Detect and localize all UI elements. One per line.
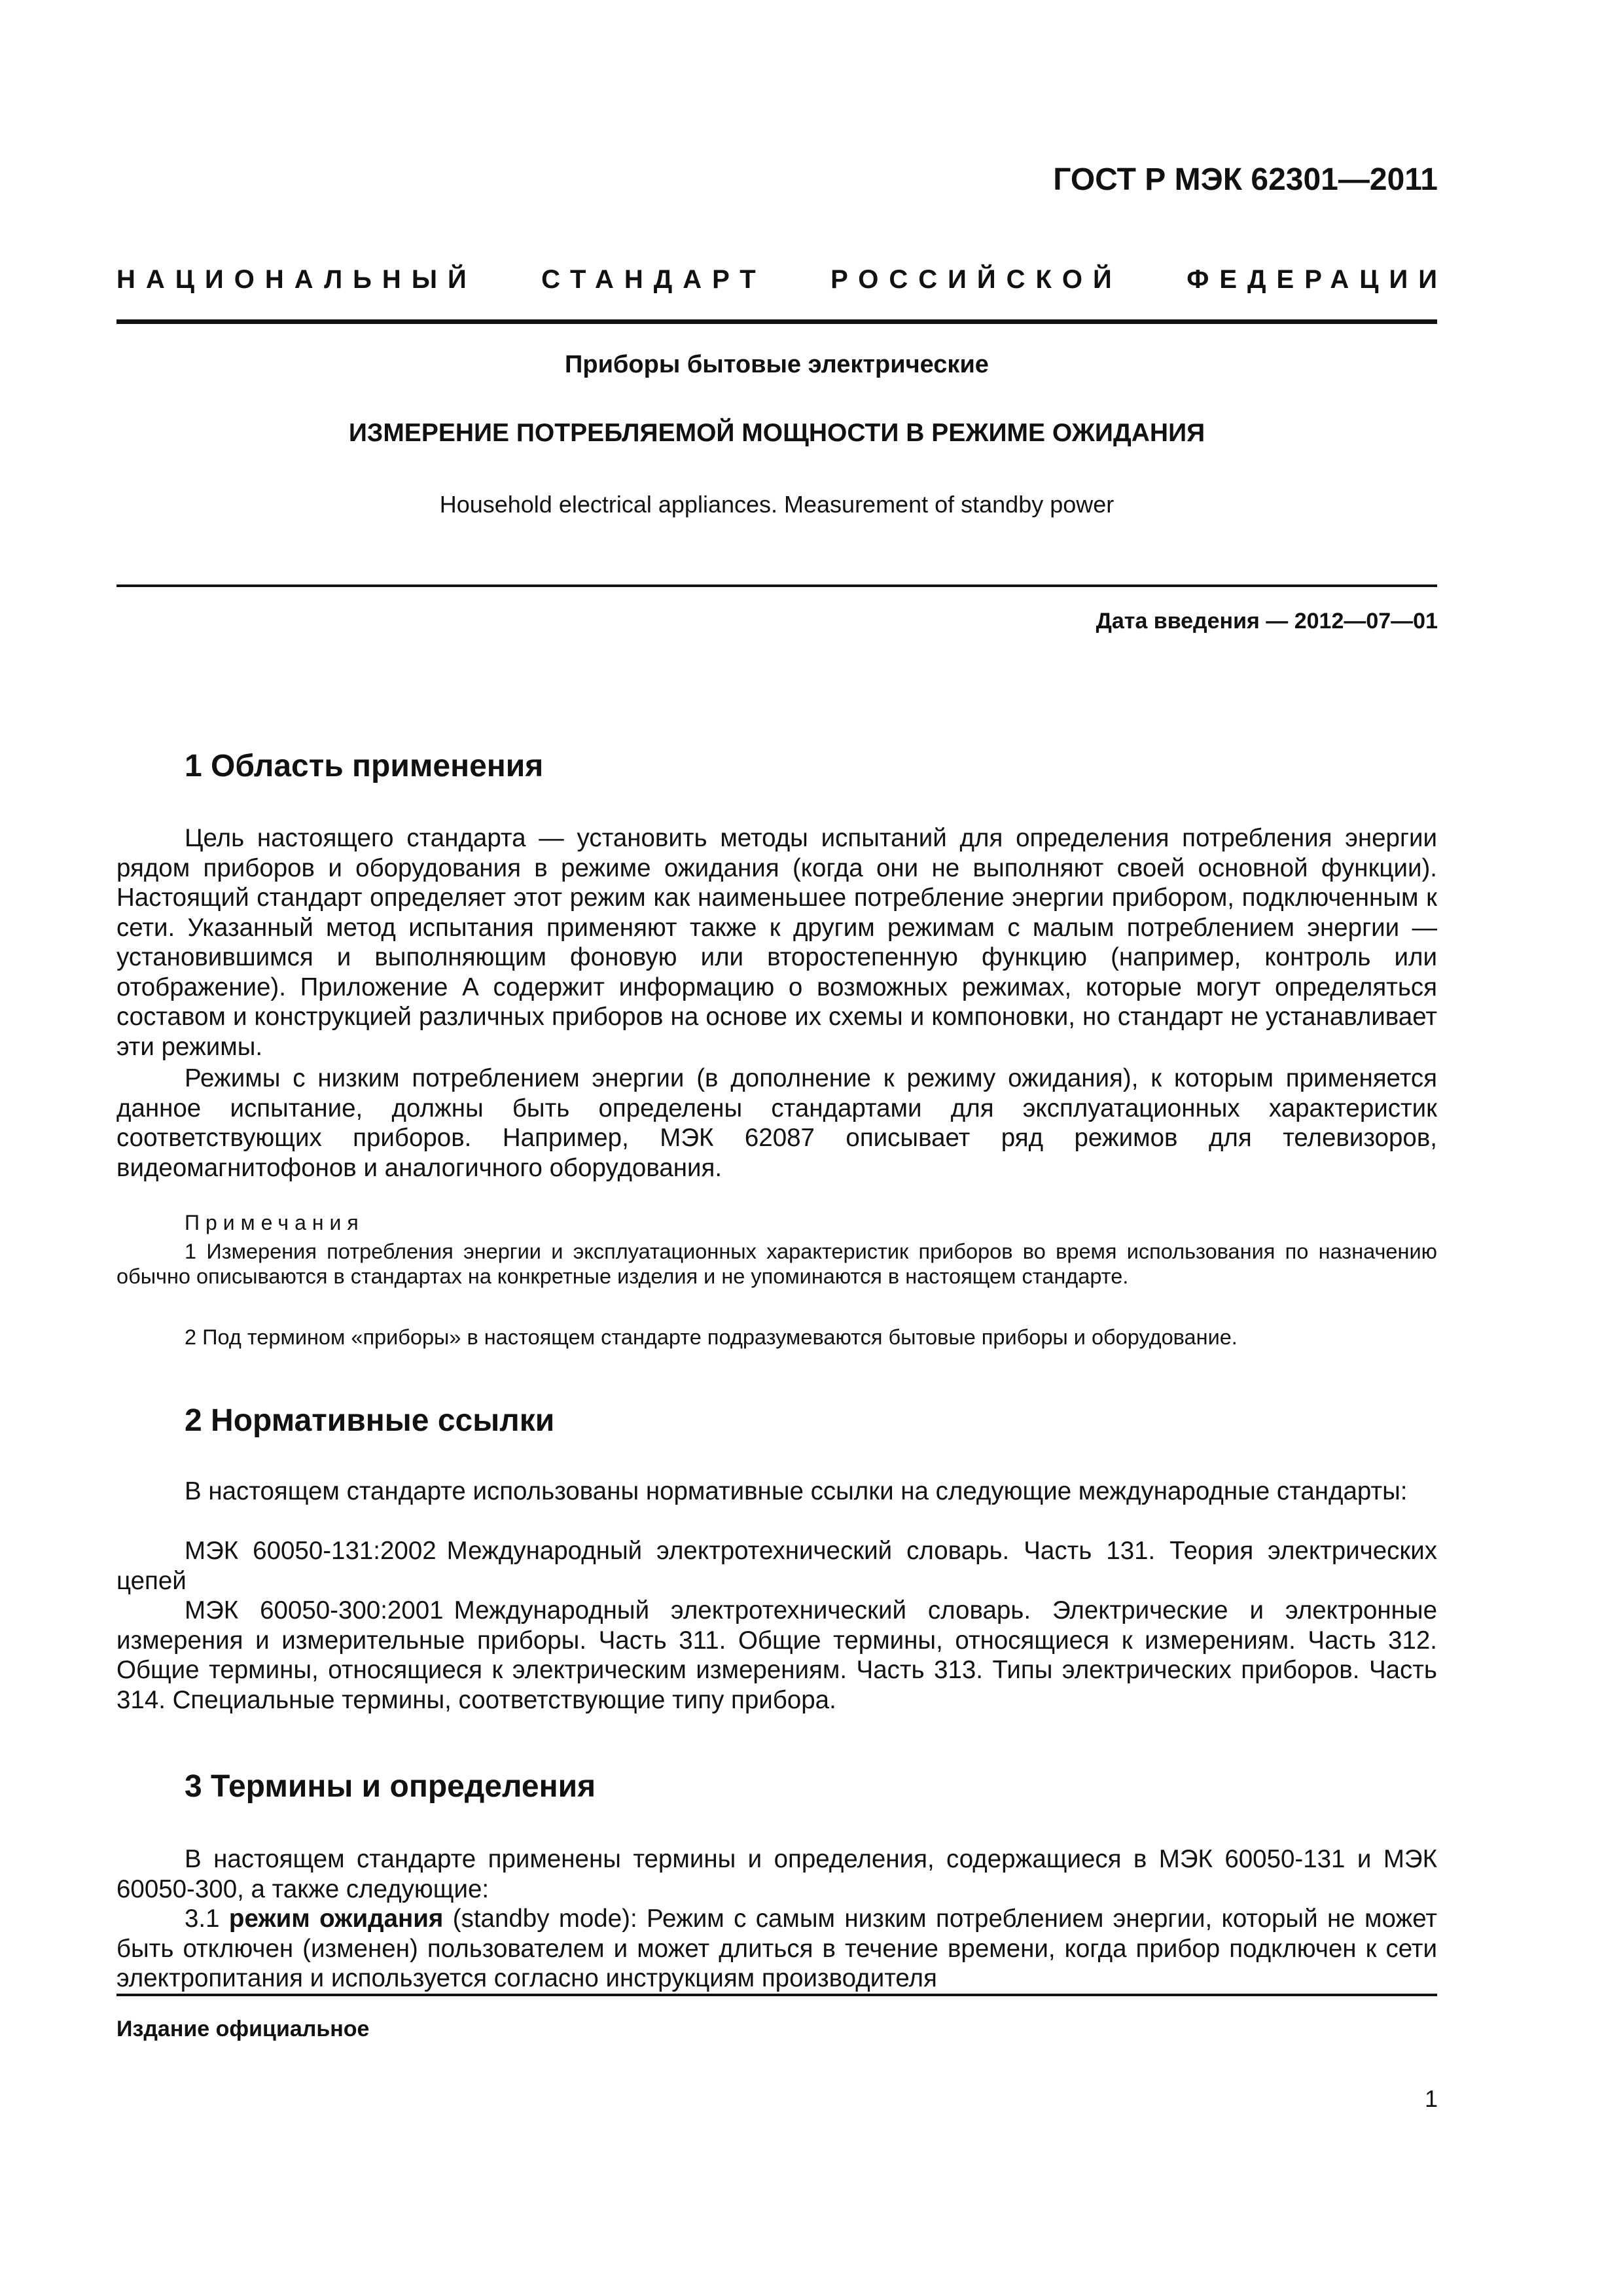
section-heading-terms: 3 Термины и определения bbox=[185, 1769, 596, 1804]
reference-item-60050-300 bbox=[116, 1596, 1437, 1715]
terms-intro: В настоящем стандарте применены термины и определения, содержащиеся в МЭК 60050-131 и МЭК 60050-300, а также следующие: bbox=[116, 1845, 1437, 1903]
scope-paragraph-2: Режимы с низким потреблением энергии (в дополнение к режиму ожидания), к которым применяется данное испытание, должны быть определены стандартами для эксплуатационных характеристик соответствующих приборов. Например, МЭК 62087 описывает ряд режимов для телевизоров, видеомагнитофонов и аналогичного оборудования. bbox=[116, 1064, 1437, 1182]
header-rule bbox=[116, 319, 1437, 324]
definition-text: (standby mode): Режим с самым низким потреблением энергии, который не может быть отключен (изменен) пользователем и может длиться в течение времени, когда прибор подключен к сети электропитания и используется согласно инструкциям производителя bbox=[116, 1905, 1437, 1992]
document-code: ГОСТ Р МЭК 62301—2011 bbox=[1053, 162, 1438, 197]
document-subtitle: Приборы бытовые электрические bbox=[565, 351, 989, 378]
national-header-word: РОССИЙСКОЙ bbox=[830, 265, 1122, 294]
footer-rule bbox=[116, 1994, 1437, 1996]
national-header-word: ФЕДЕРАЦИИ bbox=[1186, 265, 1448, 294]
document-title-english: Household electrical appliances. Measurement of standby power bbox=[439, 491, 1115, 518]
note-1: 1 Измерения потребления энергии и эксплуатационных характеристик приборов во время использования по назначению обычно описываются в стандартах на конкретные изделия и не упоминаются в настоящем стандарте. bbox=[116, 1240, 1437, 1288]
reference-item-60050-131 bbox=[116, 1536, 1437, 1596]
national-standard-header bbox=[116, 265, 1448, 295]
scope-paragraph-1: Цель настоящего стандарта — установить методы испытаний для определения потребления энергии рядом приборов и оборудования в режиме ожидания (когда они не выполняют своей основной функции). Настоящий стандарт определяет этот режим как наименьшее потребление энергии прибором, подключенным к сети. Указанный метод испытания применяют также к другим режимам с малым потреблением энергии — установившимся и выполняющим фоновую или второстепенную функцию (например, контроль или отображение). Приложение А содержит информацию о возможных режимах, которые могут определяться составом и конструкцией различных приборов на основе их схемы и компоновки, но стандарт не устанавливает эти режимы. bbox=[116, 824, 1437, 1061]
references-intro: В настоящем стандарте использованы нормативные ссылки на следующие международные стандарты: bbox=[185, 1477, 1408, 1505]
definition-standby-mode bbox=[116, 1904, 1437, 1994]
definition-term: режим ожидания bbox=[228, 1905, 444, 1933]
section-heading-normative-references: 2 Нормативные ссылки bbox=[185, 1403, 555, 1438]
document-title: ИЗМЕРЕНИЕ ПОТРЕБЛЯЕМОЙ МОЩНОСТИ В РЕЖИМЕ ОЖИДАНИЯ bbox=[348, 419, 1205, 447]
national-header-word: НАЦИОНАЛЬНЫЙ bbox=[116, 265, 477, 294]
definition-number: 3.1 bbox=[185, 1905, 220, 1933]
reference-code: МЭК 60050-131:2002 bbox=[185, 1537, 437, 1565]
notes-heading: Примечания bbox=[185, 1211, 365, 1234]
title-rule bbox=[116, 584, 1437, 587]
reference-code: МЭК 60050-300:2001 bbox=[185, 1596, 444, 1624]
note-2: 2 Под термином «приборы» в настоящем стандарте подразумеваются бытовые приборы и оборудование. bbox=[185, 1325, 1238, 1349]
page-number: 1 bbox=[1424, 2085, 1438, 2112]
reference-text: Международный электротехнический словарь. Электрические и электронные измерения и измерительные приборы. Часть 311. Общие термины, относящиеся к измерениям. Часть 312. Общие термины, относящиеся к электрическим измерениям. Часть 313. Типы электрических приборов. Часть 314. Специальные термины, соответствующие типу прибора. bbox=[116, 1596, 1437, 1714]
reference-text: Международный электротехнический словарь. Часть 131. Теория электрических цепей bbox=[116, 1537, 1437, 1595]
introduction-date: Дата введения — 2012—07—01 bbox=[1096, 609, 1438, 634]
official-edition-label: Издание официальное bbox=[116, 2017, 370, 2041]
national-header-word: СТАНДАРТ bbox=[541, 265, 766, 294]
section-heading-scope: 1 Область применения bbox=[185, 749, 544, 783]
